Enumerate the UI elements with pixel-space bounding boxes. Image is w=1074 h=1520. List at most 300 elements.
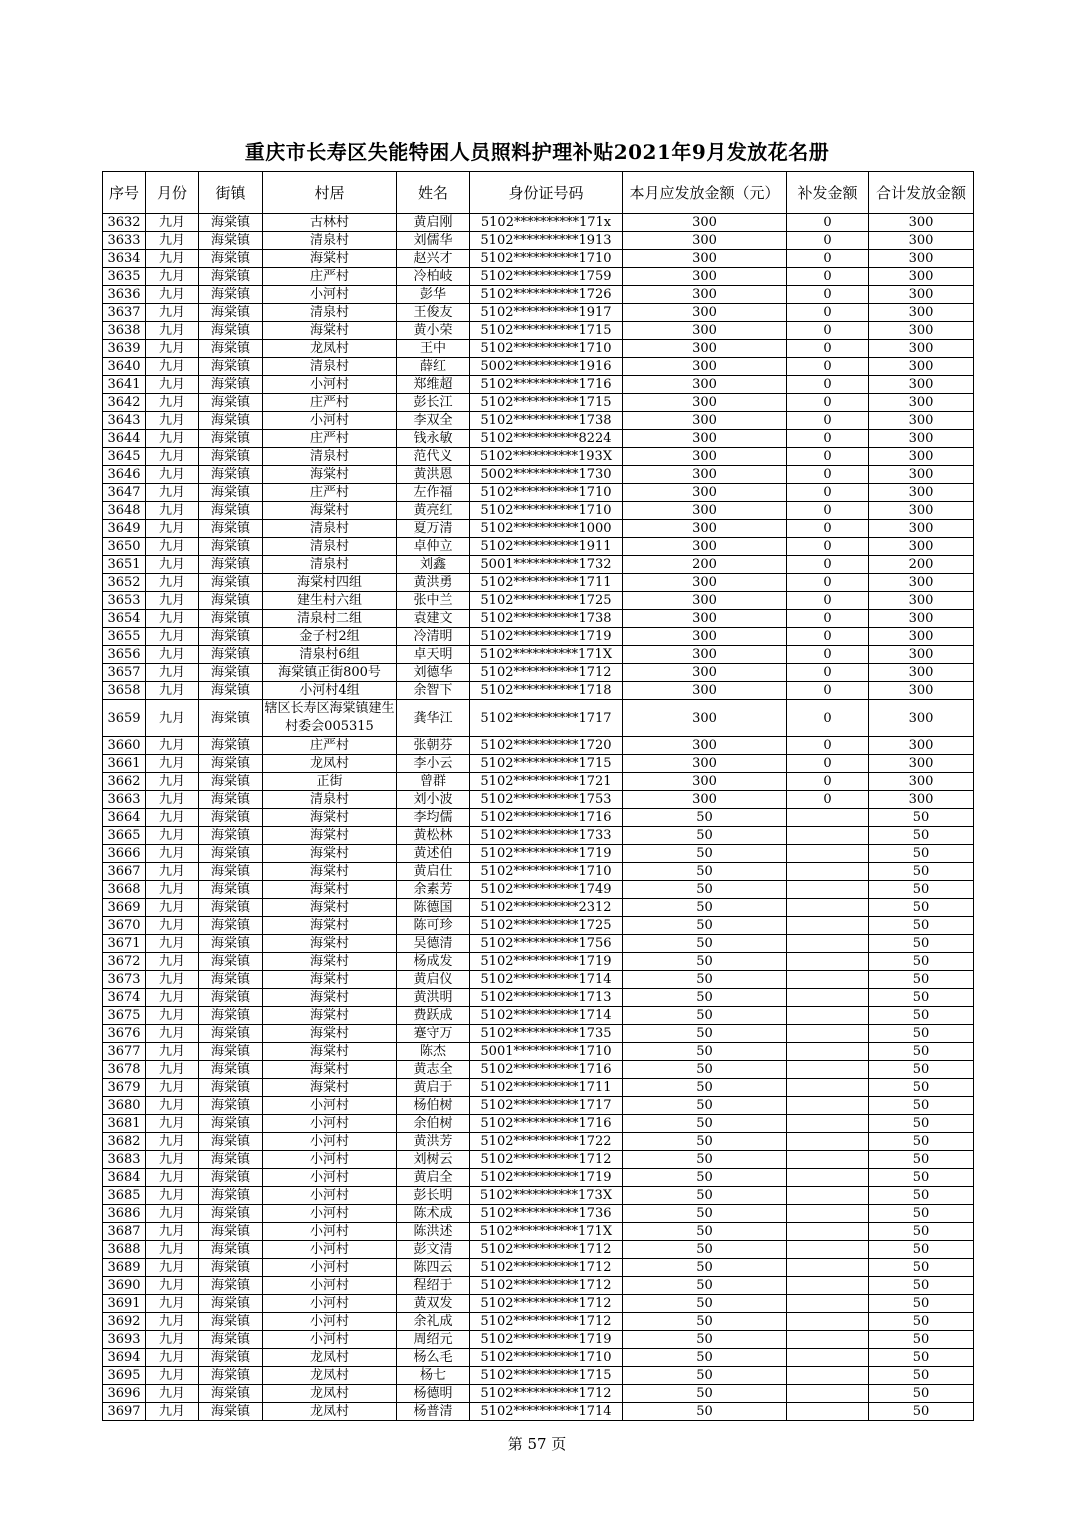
total-cell: 50: [869, 1025, 974, 1043]
village-cell: 龙凤村: [263, 1349, 397, 1367]
table-row: [103, 502, 974, 520]
id-number-cell: 5102**********1718: [470, 682, 623, 700]
total-cell: 50: [869, 1385, 974, 1403]
amount-due-cell: 50: [623, 1349, 787, 1367]
amount-due-cell: 300: [623, 304, 787, 322]
total-cell: 300: [869, 592, 974, 610]
id-number-cell: 5102**********1917: [470, 304, 623, 322]
name-cell: 余礼成: [397, 1313, 470, 1331]
total-cell: 50: [869, 989, 974, 1007]
back-pay-cell: [787, 1025, 869, 1043]
town-cell: 海棠镇: [199, 1277, 263, 1295]
total-cell: 300: [869, 791, 974, 809]
month-cell: 九月: [146, 592, 199, 610]
village-cell: 庄严村: [263, 430, 397, 448]
month-cell: 九月: [146, 953, 199, 971]
month-cell: 九月: [146, 1223, 199, 1241]
month-cell: 九月: [146, 989, 199, 1007]
town-cell: 海棠镇: [199, 232, 263, 250]
town-cell: 海棠镇: [199, 989, 263, 1007]
village-cell: 龙凤村: [263, 1367, 397, 1385]
amount-due-cell: 50: [623, 845, 787, 863]
month-cell: 九月: [146, 1043, 199, 1061]
seq-cell: 3684: [103, 1169, 146, 1187]
seq-cell: 3679: [103, 1079, 146, 1097]
month-cell: 九月: [146, 520, 199, 538]
back-pay-cell: [787, 1187, 869, 1205]
page-footer: 第 57 页: [507, 1435, 567, 1453]
town-cell: 海棠镇: [199, 358, 263, 376]
id-number-cell: 5102**********1719: [470, 1169, 623, 1187]
seq-cell: 3637: [103, 304, 146, 322]
seq-cell: 3666: [103, 845, 146, 863]
back-pay-cell: 0: [787, 376, 869, 394]
total-cell: 50: [869, 1169, 974, 1187]
total-cell: 300: [869, 610, 974, 628]
town-cell: 海棠镇: [199, 1025, 263, 1043]
name-cell: 王俊友: [397, 304, 470, 322]
town-cell: 海棠镇: [199, 1331, 263, 1349]
total-cell: 50: [869, 809, 974, 827]
seq-cell: 3639: [103, 340, 146, 358]
name-cell: 黄启于: [397, 1079, 470, 1097]
total-cell: 200: [869, 556, 974, 574]
header-month: 月份: [146, 172, 199, 214]
amount-due-cell: 50: [623, 1169, 787, 1187]
name-cell: 彭长明: [397, 1187, 470, 1205]
amount-due-cell: 300: [623, 484, 787, 502]
id-number-cell: 5102**********1710: [470, 484, 623, 502]
seq-cell: 3650: [103, 538, 146, 556]
id-number-cell: 5102**********1711: [470, 574, 623, 592]
amount-due-cell: 50: [623, 1133, 787, 1151]
name-cell: 黄洪明: [397, 989, 470, 1007]
month-cell: 九月: [146, 827, 199, 845]
seq-cell: 3695: [103, 1367, 146, 1385]
total-cell: 50: [869, 1115, 974, 1133]
total-cell: 50: [869, 1295, 974, 1313]
name-cell: 黄洪勇: [397, 574, 470, 592]
town-cell: 海棠镇: [199, 1061, 263, 1079]
amount-due-cell: 300: [623, 700, 787, 737]
total-cell: 300: [869, 682, 974, 700]
table-row: [103, 538, 974, 556]
table-row: [103, 340, 974, 358]
back-pay-cell: 0: [787, 322, 869, 340]
month-cell: 九月: [146, 1385, 199, 1403]
back-pay-cell: [787, 935, 869, 953]
seq-cell: 3644: [103, 430, 146, 448]
back-pay-cell: 0: [787, 466, 869, 484]
amount-due-cell: 50: [623, 899, 787, 917]
table-row: [103, 628, 974, 646]
back-pay-cell: 0: [787, 628, 869, 646]
town-cell: 海棠镇: [199, 809, 263, 827]
month-cell: 九月: [146, 628, 199, 646]
town-cell: 海棠镇: [199, 448, 263, 466]
village-cell: 海棠村: [263, 971, 397, 989]
amount-due-cell: 300: [623, 520, 787, 538]
name-cell: 周绍元: [397, 1331, 470, 1349]
village-cell: 小河村: [263, 1259, 397, 1277]
amount-due-cell: 300: [623, 466, 787, 484]
back-pay-cell: 0: [787, 268, 869, 286]
table-row: [103, 971, 974, 989]
table-row: [103, 1115, 974, 1133]
month-cell: 九月: [146, 863, 199, 881]
name-cell: 杨德明: [397, 1385, 470, 1403]
name-cell: 范代义: [397, 448, 470, 466]
seq-cell: 3668: [103, 881, 146, 899]
name-cell: 黄志全: [397, 1061, 470, 1079]
town-cell: 海棠镇: [199, 881, 263, 899]
name-cell: 蹇守万: [397, 1025, 470, 1043]
amount-due-cell: 300: [623, 646, 787, 664]
id-number-cell: 5102**********1736: [470, 1205, 623, 1223]
village-cell: 小河村: [263, 1187, 397, 1205]
id-number-cell: 5102**********2312: [470, 899, 623, 917]
total-cell: 50: [869, 1277, 974, 1295]
id-number-cell: 5102**********1722: [470, 1133, 623, 1151]
total-cell: 50: [869, 1151, 974, 1169]
total-cell: 50: [869, 1313, 974, 1331]
table-row: [103, 1223, 974, 1241]
total-cell: 50: [869, 899, 974, 917]
village-cell: 庄严村: [263, 737, 397, 755]
total-cell: 50: [869, 935, 974, 953]
back-pay-cell: 0: [787, 592, 869, 610]
village-cell: 小河村: [263, 1115, 397, 1133]
seq-cell: 3638: [103, 322, 146, 340]
name-cell: 冷柏岐: [397, 268, 470, 286]
total-cell: 300: [869, 358, 974, 376]
id-number-cell: 5102**********1712: [470, 664, 623, 682]
amount-due-cell: 50: [623, 1223, 787, 1241]
town-cell: 海棠镇: [199, 1097, 263, 1115]
village-cell: 龙凤村: [263, 1403, 397, 1421]
back-pay-cell: 0: [787, 755, 869, 773]
seq-cell: 3646: [103, 466, 146, 484]
village-cell: 小河村: [263, 1097, 397, 1115]
name-cell: 黄启仪: [397, 971, 470, 989]
amount-due-cell: 50: [623, 1043, 787, 1061]
town-cell: 海棠镇: [199, 1169, 263, 1187]
month-cell: 九月: [146, 1079, 199, 1097]
back-pay-cell: [787, 1295, 869, 1313]
village-cell: 小河村: [263, 1205, 397, 1223]
month-cell: 九月: [146, 1331, 199, 1349]
seq-cell: 3634: [103, 250, 146, 268]
total-cell: 300: [869, 448, 974, 466]
name-cell: 彭文清: [397, 1241, 470, 1259]
id-number-cell: 5102**********1719: [470, 953, 623, 971]
header-id-number: 身份证号码: [470, 172, 623, 214]
month-cell: 九月: [146, 971, 199, 989]
seq-cell: 3677: [103, 1043, 146, 1061]
table-row: [103, 286, 974, 304]
table-row: [103, 358, 974, 376]
name-cell: 杨伯树: [397, 1097, 470, 1115]
back-pay-cell: 0: [787, 250, 869, 268]
back-pay-cell: 0: [787, 538, 869, 556]
town-cell: 海棠镇: [199, 1151, 263, 1169]
amount-due-cell: 50: [623, 1295, 787, 1313]
id-number-cell: 5102**********171X: [470, 1223, 623, 1241]
village-cell: 清泉村: [263, 520, 397, 538]
id-number-cell: 5102**********1710: [470, 340, 623, 358]
table-row: [103, 376, 974, 394]
amount-due-cell: 300: [623, 773, 787, 791]
month-cell: 九月: [146, 322, 199, 340]
name-cell: 余智下: [397, 682, 470, 700]
name-cell: 陈术成: [397, 1205, 470, 1223]
id-number-cell: 5102**********1716: [470, 1115, 623, 1133]
month-cell: 九月: [146, 574, 199, 592]
name-cell: 袁建文: [397, 610, 470, 628]
table-row: [103, 1097, 974, 1115]
town-cell: 海棠镇: [199, 430, 263, 448]
table-row: [103, 863, 974, 881]
id-number-cell: 5102**********1735: [470, 1025, 623, 1043]
header-town: 街镇: [199, 172, 263, 214]
village-cell: 海棠村四组: [263, 574, 397, 592]
name-cell: 张中兰: [397, 592, 470, 610]
table-row: [103, 1205, 974, 1223]
table-row: [103, 484, 974, 502]
total-cell: 50: [869, 1349, 974, 1367]
seq-cell: 3661: [103, 755, 146, 773]
village-cell: 小河村: [263, 286, 397, 304]
table-row: [103, 700, 974, 737]
back-pay-cell: 0: [787, 304, 869, 322]
name-cell: 刘鑫: [397, 556, 470, 574]
roster-table: [102, 171, 974, 1421]
town-cell: 海棠镇: [199, 863, 263, 881]
id-number-cell: 5002**********1730: [470, 466, 623, 484]
amount-due-cell: 50: [623, 881, 787, 899]
amount-due-cell: 50: [623, 1097, 787, 1115]
total-cell: 50: [869, 863, 974, 881]
back-pay-cell: [787, 1151, 869, 1169]
amount-due-cell: 50: [623, 935, 787, 953]
name-cell: 龚华江: [397, 700, 470, 737]
name-cell: 刘小波: [397, 791, 470, 809]
seq-cell: 3697: [103, 1403, 146, 1421]
seq-cell: 3656: [103, 646, 146, 664]
back-pay-cell: [787, 809, 869, 827]
id-number-cell: 5102**********1710: [470, 1349, 623, 1367]
village-cell: 海棠村: [263, 935, 397, 953]
month-cell: 九月: [146, 214, 199, 232]
total-cell: 300: [869, 664, 974, 682]
town-cell: 海棠镇: [199, 682, 263, 700]
name-cell: 王中: [397, 340, 470, 358]
month-cell: 九月: [146, 682, 199, 700]
village-cell: 清泉村: [263, 448, 397, 466]
seq-cell: 3660: [103, 737, 146, 755]
name-cell: 冷清明: [397, 628, 470, 646]
seq-cell: 3655: [103, 628, 146, 646]
id-number-cell: 5102**********1714: [470, 971, 623, 989]
name-cell: 钱永敏: [397, 430, 470, 448]
name-cell: 李均儒: [397, 809, 470, 827]
name-cell: 余伯树: [397, 1115, 470, 1133]
total-cell: 50: [869, 1061, 974, 1079]
seq-cell: 3674: [103, 989, 146, 1007]
table-row: [103, 737, 974, 755]
town-cell: 海棠镇: [199, 1403, 263, 1421]
village-cell: 海棠村: [263, 863, 397, 881]
seq-cell: 3657: [103, 664, 146, 682]
seq-cell: 3675: [103, 1007, 146, 1025]
id-number-cell: 5102**********1712: [470, 1295, 623, 1313]
month-cell: 九月: [146, 376, 199, 394]
name-cell: 黄洪芳: [397, 1133, 470, 1151]
village-cell: 海棠村: [263, 989, 397, 1007]
name-cell: 黄启刚: [397, 214, 470, 232]
table-row: [103, 899, 974, 917]
id-number-cell: 5001**********1710: [470, 1043, 623, 1061]
total-cell: 300: [869, 286, 974, 304]
total-cell: 50: [869, 827, 974, 845]
village-cell: 清泉村: [263, 538, 397, 556]
month-cell: 九月: [146, 646, 199, 664]
month-cell: 九月: [146, 1349, 199, 1367]
total-cell: 50: [869, 971, 974, 989]
seq-cell: 3665: [103, 827, 146, 845]
name-cell: 李双全: [397, 412, 470, 430]
back-pay-cell: 0: [787, 232, 869, 250]
month-cell: 九月: [146, 538, 199, 556]
table-row: [103, 1349, 974, 1367]
village-cell: 海棠村: [263, 1043, 397, 1061]
name-cell: 刘儒华: [397, 232, 470, 250]
total-cell: 300: [869, 304, 974, 322]
seq-cell: 3694: [103, 1349, 146, 1367]
village-cell: 小河村: [263, 1133, 397, 1151]
back-pay-cell: [787, 863, 869, 881]
table-row: [103, 809, 974, 827]
seq-cell: 3693: [103, 1331, 146, 1349]
amount-due-cell: 50: [623, 1277, 787, 1295]
village-cell: 庄严村: [263, 484, 397, 502]
table-row: [103, 1061, 974, 1079]
town-cell: 海棠镇: [199, 1259, 263, 1277]
name-cell: 薛红: [397, 358, 470, 376]
village-cell: 海棠村: [263, 809, 397, 827]
town-cell: 海棠镇: [199, 1187, 263, 1205]
town-cell: 海棠镇: [199, 1043, 263, 1061]
id-number-cell: 5102**********1712: [470, 1259, 623, 1277]
seq-cell: 3659: [103, 700, 146, 737]
name-cell: 余素芳: [397, 881, 470, 899]
table-row: [103, 1169, 974, 1187]
town-cell: 海棠镇: [199, 773, 263, 791]
village-cell: 清泉村: [263, 791, 397, 809]
total-cell: 300: [869, 268, 974, 286]
town-cell: 海棠镇: [199, 1295, 263, 1313]
month-cell: 九月: [146, 899, 199, 917]
amount-due-cell: 300: [623, 592, 787, 610]
table-row: [103, 791, 974, 809]
month-cell: 九月: [146, 791, 199, 809]
name-cell: 左作福: [397, 484, 470, 502]
town-cell: 海棠镇: [199, 484, 263, 502]
id-number-cell: 5102**********1712: [470, 1277, 623, 1295]
table-row: [103, 394, 974, 412]
back-pay-cell: 0: [787, 412, 869, 430]
id-number-cell: 5102**********193X: [470, 448, 623, 466]
back-pay-cell: 0: [787, 394, 869, 412]
seq-cell: 3696: [103, 1385, 146, 1403]
back-pay-cell: 0: [787, 340, 869, 358]
table-row: [103, 935, 974, 953]
table-row: [103, 827, 974, 845]
month-cell: 九月: [146, 232, 199, 250]
month-cell: 九月: [146, 268, 199, 286]
id-number-cell: 5102**********1719: [470, 628, 623, 646]
month-cell: 九月: [146, 610, 199, 628]
name-cell: 黄双发: [397, 1295, 470, 1313]
back-pay-cell: [787, 1385, 869, 1403]
seq-cell: 3651: [103, 556, 146, 574]
id-number-cell: 5102**********1725: [470, 592, 623, 610]
id-number-cell: 5102**********1716: [470, 809, 623, 827]
seq-cell: 3635: [103, 268, 146, 286]
month-cell: 九月: [146, 845, 199, 863]
back-pay-cell: [787, 1403, 869, 1421]
id-number-cell: 5102**********1749: [470, 881, 623, 899]
id-number-cell: 5102**********1712: [470, 1241, 623, 1259]
id-number-cell: 5102**********1719: [470, 1331, 623, 1349]
back-pay-cell: [787, 1277, 869, 1295]
village-cell: 海棠村: [263, 1025, 397, 1043]
total-cell: 300: [869, 430, 974, 448]
header-amount-due: 本月应发放金额（元）: [623, 172, 787, 214]
village-cell: 龙凤村: [263, 340, 397, 358]
town-cell: 海棠镇: [199, 1367, 263, 1385]
back-pay-cell: [787, 971, 869, 989]
town-cell: 海棠镇: [199, 917, 263, 935]
id-number-cell: 5102**********1715: [470, 394, 623, 412]
month-cell: 九月: [146, 412, 199, 430]
amount-due-cell: 50: [623, 827, 787, 845]
village-cell: 清泉村: [263, 232, 397, 250]
id-number-cell: 5102**********1719: [470, 845, 623, 863]
id-number-cell: 5102**********1715: [470, 1367, 623, 1385]
amount-due-cell: 300: [623, 376, 787, 394]
back-pay-cell: [787, 1079, 869, 1097]
id-number-cell: 5102**********1717: [470, 1097, 623, 1115]
table-row: [103, 1277, 974, 1295]
id-number-cell: 5102**********1911: [470, 538, 623, 556]
table-row: [103, 1043, 974, 1061]
month-cell: 九月: [146, 1115, 199, 1133]
town-cell: 海棠镇: [199, 791, 263, 809]
total-cell: 300: [869, 484, 974, 502]
name-cell: 彭长江: [397, 394, 470, 412]
id-number-cell: 5102**********1710: [470, 502, 623, 520]
seq-cell: 3645: [103, 448, 146, 466]
town-cell: 海棠镇: [199, 304, 263, 322]
town-cell: 海棠镇: [199, 1313, 263, 1331]
month-cell: 九月: [146, 1097, 199, 1115]
header-total: 合计发放金额: [869, 172, 974, 214]
village-cell: 小河村: [263, 1151, 397, 1169]
back-pay-cell: [787, 917, 869, 935]
village-cell: 小河村: [263, 1295, 397, 1313]
village-cell: 小河村: [263, 1223, 397, 1241]
